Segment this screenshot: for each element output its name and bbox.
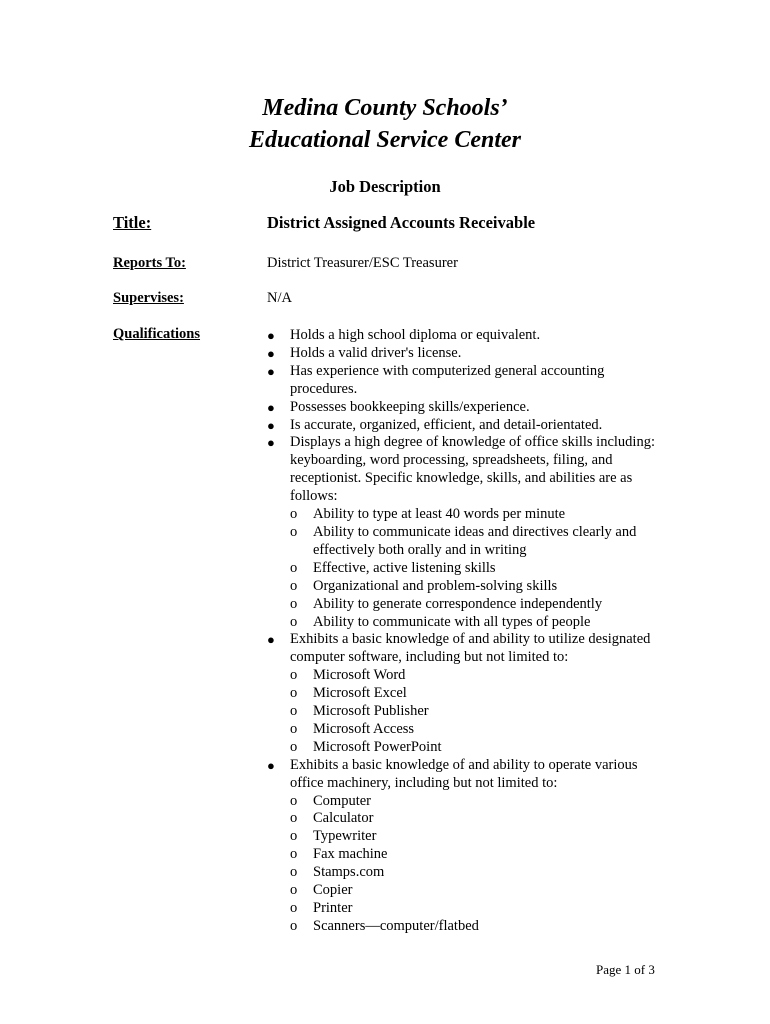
sub-qualification-item bbox=[290, 864, 667, 882]
bullet-icon: ● bbox=[267, 399, 275, 415]
circle-bullet-icon: o bbox=[290, 900, 298, 916]
sub-qualification-text: Organizational and problem-solving skills bbox=[313, 577, 558, 594]
qualifications-list bbox=[267, 327, 667, 936]
qualification-item bbox=[267, 434, 667, 631]
qualification-text: Exhibits a basic knowledge of and ability to operate various office machinery, including but not limited to: bbox=[290, 756, 638, 791]
sub-qualification-item bbox=[290, 506, 667, 524]
sub-qualification-item bbox=[290, 667, 667, 685]
sub-qualification-item bbox=[290, 810, 667, 828]
circle-bullet-icon: o bbox=[290, 864, 298, 881]
sub-qualification-item bbox=[290, 685, 667, 703]
qualification-text: Is accurate, organized, efficient, and detail-orientated. bbox=[290, 416, 603, 433]
circle-bullet-icon: o bbox=[290, 720, 298, 737]
qualification-item bbox=[267, 363, 667, 399]
qualifications-label: Qualifications bbox=[113, 326, 201, 342]
sub-qualification-text: Calculator bbox=[313, 810, 374, 827]
sub-qualification-item bbox=[290, 828, 667, 846]
circle-bullet-icon: o bbox=[290, 685, 298, 702]
qualification-text: Exhibits a basic knowledge of and ability to utilize designated computer software, including but not limited to: bbox=[290, 631, 651, 666]
sub-qualification-text: Typewriter bbox=[313, 828, 377, 845]
sub-qualification-text: Microsoft PowerPoint bbox=[313, 738, 442, 755]
sub-qualification-item bbox=[290, 882, 667, 900]
sub-qualification-text: Effective, active listening skills bbox=[313, 559, 496, 576]
circle-bullet-icon: o bbox=[290, 703, 298, 720]
sub-qualification-text: Computer bbox=[313, 792, 371, 809]
qualification-text: Holds a valid driver's license. bbox=[290, 344, 462, 361]
sub-qualification-text: Printer bbox=[313, 900, 353, 916]
circle-bullet-icon: o bbox=[290, 667, 298, 684]
qualification-item bbox=[267, 327, 667, 345]
sub-qualification-item bbox=[290, 721, 667, 739]
sub-qualification-item bbox=[290, 578, 667, 596]
organization-name-line-2: Educational Service Center bbox=[249, 127, 521, 153]
sub-qualification-item bbox=[290, 524, 667, 560]
bullet-icon: ● bbox=[267, 345, 275, 361]
qualification-item bbox=[267, 399, 667, 417]
bullet-icon: ● bbox=[267, 435, 275, 451]
circle-bullet-icon: o bbox=[290, 882, 298, 899]
supervises-value: N/A bbox=[267, 290, 292, 306]
qualification-text: Possesses bookkeeping skills/experience. bbox=[290, 398, 530, 415]
circle-bullet-icon: o bbox=[290, 523, 298, 540]
qualification-item bbox=[267, 631, 667, 756]
qualification-text: Has experience with computerized general accounting procedures. bbox=[290, 362, 605, 397]
sub-qualification-item bbox=[290, 560, 667, 578]
bullet-icon: ● bbox=[267, 417, 275, 433]
sub-qualification-text: Scanners—computer/flatbed bbox=[313, 917, 479, 934]
bullet-icon: ● bbox=[267, 363, 275, 379]
sub-qualification-item bbox=[290, 614, 667, 632]
sub-qualification-text: Copier bbox=[313, 882, 353, 899]
qualification-item bbox=[267, 345, 667, 363]
bullet-icon: ● bbox=[267, 632, 275, 648]
bullet-icon: ● bbox=[267, 328, 275, 343]
sub-qualification-item bbox=[290, 846, 667, 864]
title-value: District Assigned Accounts Receivable bbox=[267, 213, 536, 232]
circle-bullet-icon: o bbox=[290, 810, 298, 827]
circle-bullet-icon: o bbox=[290, 595, 298, 612]
sub-qualification-text: Ability to generate correspondence independently bbox=[313, 595, 603, 612]
sub-qualification-text: Ability to communicate with all types of people bbox=[313, 613, 591, 630]
sub-qualification-item bbox=[290, 918, 667, 936]
circle-bullet-icon: o bbox=[290, 506, 298, 523]
sub-qualification-text: Ability to communicate ideas and directives clearly and effectively both orally and in writing bbox=[313, 523, 637, 558]
sub-qualification-item bbox=[290, 739, 667, 757]
sub-qualification-text: Stamps.com bbox=[313, 864, 385, 881]
bullet-icon: ● bbox=[267, 757, 275, 773]
title-label: Title: bbox=[113, 213, 152, 232]
sub-qualification-text: Microsoft Word bbox=[313, 667, 406, 684]
circle-bullet-icon: o bbox=[290, 846, 298, 863]
qualification-item bbox=[267, 757, 667, 936]
sub-qualification-item bbox=[290, 900, 667, 918]
circle-bullet-icon: o bbox=[290, 613, 298, 630]
sub-qualification-text: Microsoft Publisher bbox=[313, 703, 429, 720]
circle-bullet-icon: o bbox=[290, 828, 298, 845]
circle-bullet-icon: o bbox=[290, 738, 298, 755]
sub-qualification-text: Microsoft Excel bbox=[313, 685, 407, 702]
organization-name-line-1: Medina County Schools’ bbox=[262, 95, 508, 121]
qualification-text: Displays a high degree of knowledge of office skills including: keyboarding, word processing, spreadsheets, filing, and receptionist. Specific knowledge, skills, and abilities are as follows: bbox=[290, 434, 655, 505]
sub-qualification-item bbox=[290, 703, 667, 721]
document-type-heading: Job Description bbox=[329, 177, 441, 196]
supervises-label: Supervises: bbox=[113, 290, 184, 306]
sub-qualification-text: Microsoft Access bbox=[313, 720, 415, 737]
circle-bullet-icon: o bbox=[290, 559, 298, 576]
reports-to-value: District Treasurer/ESC Treasurer bbox=[267, 255, 458, 271]
reports-to-label: Reports To: bbox=[113, 255, 186, 271]
qualification-item bbox=[267, 417, 667, 435]
qualification-text: Holds a high school diploma or equivalent. bbox=[290, 327, 541, 343]
circle-bullet-icon: o bbox=[290, 792, 298, 809]
sub-qualification-item bbox=[290, 596, 667, 614]
sub-qualification-text: Fax machine bbox=[313, 846, 388, 863]
page-number: Page 1 of 3 bbox=[596, 962, 655, 977]
circle-bullet-icon: o bbox=[290, 917, 298, 934]
circle-bullet-icon: o bbox=[290, 577, 298, 594]
sub-qualification-item bbox=[290, 793, 667, 811]
sub-qualification-text: Ability to type at least 40 words per minute bbox=[313, 506, 566, 523]
